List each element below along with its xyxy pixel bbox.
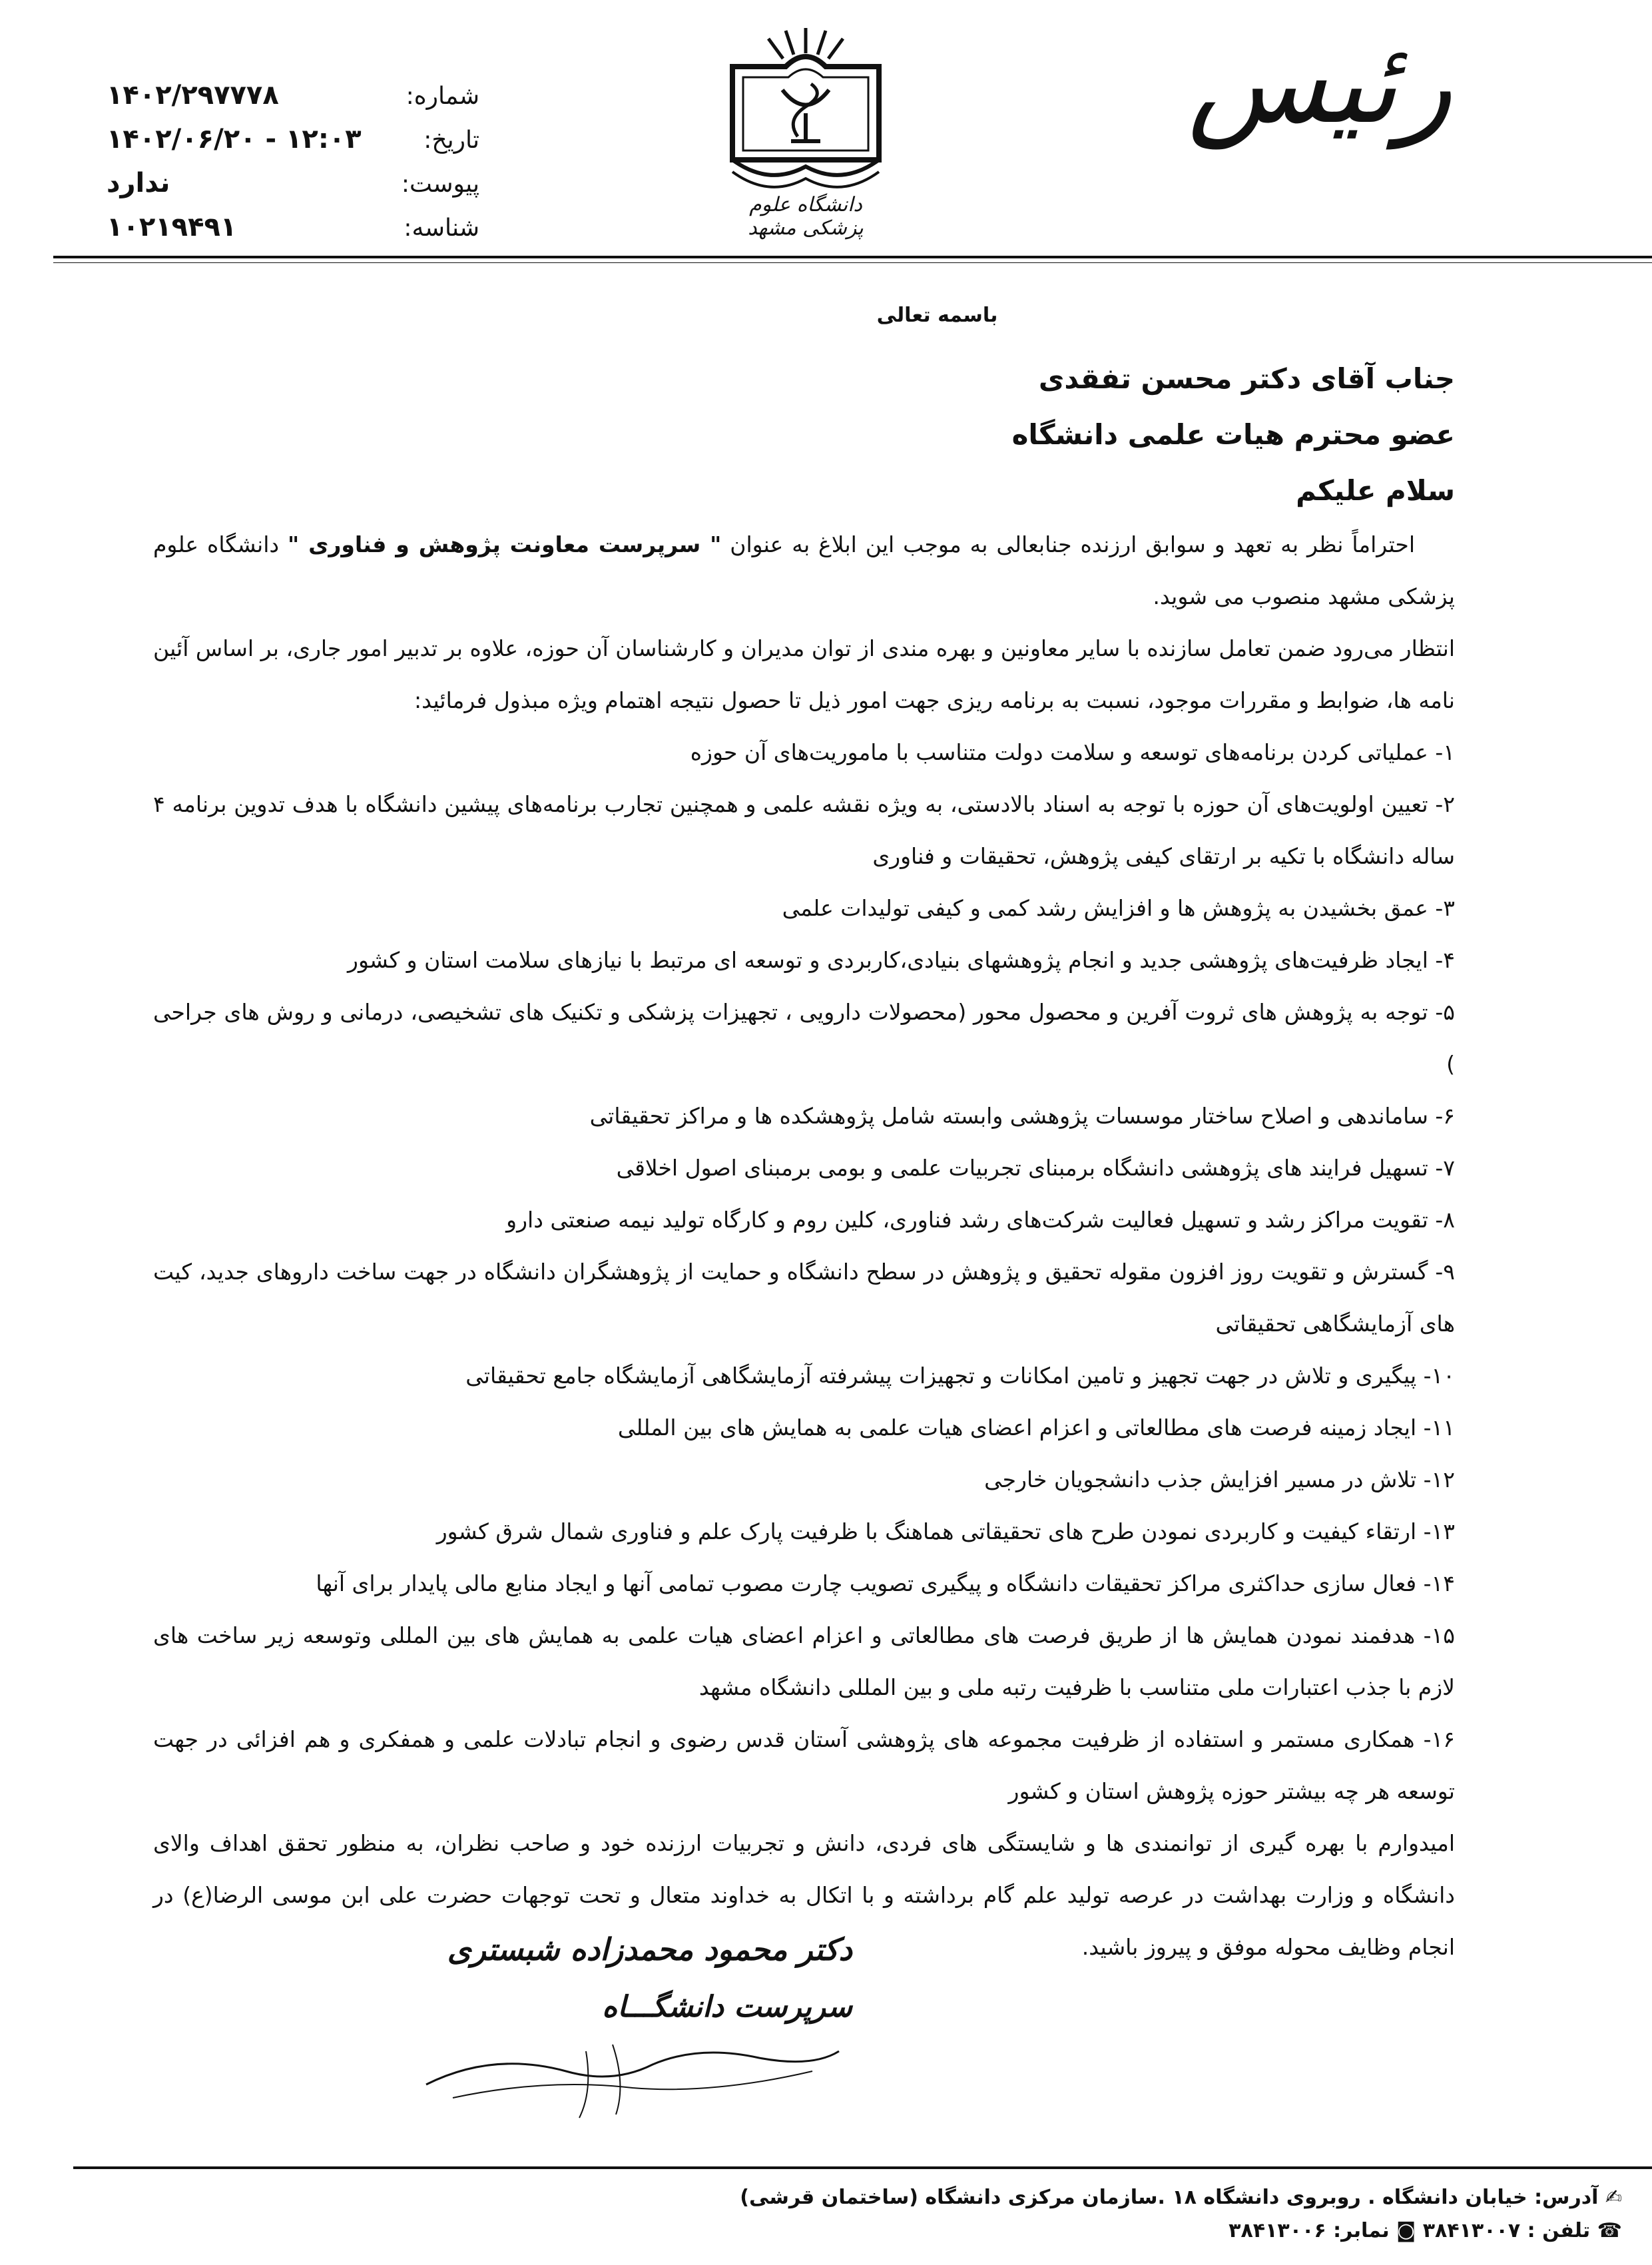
phone-value: ۳۸۴۱۳۰۰۷ [1422,2219,1521,2242]
number-value: ۱۴۰۲/۲۹۷۷۷۸ [107,80,279,111]
bismillah: باسمه تعالی [876,304,998,327]
header-divider-thin [53,262,1652,263]
number-label: شماره: [406,83,479,110]
list-item: ۱۱- ایجاد زمینه فرصت های مطالعاتی و اعزام اعضای هیات علمی به همایش های بین المللی [617,1415,1455,1441]
addressee-name: جناب آقای دکتر محسن تفقدی [1038,362,1455,395]
intro-text-a: احتراماً نظر به تعهد و سوابق ارزنده جنابعالی به موجب این ابلاغ به عنوان [730,531,1416,557]
address-label: آدرس: [1534,2186,1599,2209]
logo-caption: دانشگاه علوم پزشکی مشهد [748,193,864,240]
header-divider [53,256,1652,258]
letter-metadata [107,80,479,256]
letter-body [153,293,1455,1973]
appointment-title: " سرپرست معاونت پژوهش و فناوری " [288,531,722,557]
attachment-row [107,168,479,212]
footer-contact-line [73,2214,1622,2248]
list-item: ۱۳- ارتقاء کیفیت و کاربردی نمودن طرح های تحقیقاتی هماهنگ با ظرفیت پارک علم و فناوری شمال شرق کشور [436,1518,1455,1544]
pen-icon: ✍ [1605,2186,1622,2209]
list-item: ۱۵- هدفمند نمودن همایش ها از طریق فرصت های مطالعاتی و اعزام اعضای هیات علمی به همایش های بین المللی وتوسعه زیر ساخت های لازم با جذب اعتبارات ملی متناسب با ظرفیت رتبه ملی و بین المللی دانشگاه مشهد [153,1622,1455,1700]
date-value: ۱۴۰۲/۰۶/۲۰ - ۱۲:۰۳ [107,124,362,155]
list-item: ۱۲- تلاش در مسیر افزایش جذب دانشجویان خارجی [984,1466,1455,1492]
list-item: ۱۰- پیگیری و تلاش در جهت تجهیز و تامین امکانات و تجهیزات پیشرفته آزمایشگاهی آزمایشگاه جامع تحقیقاتی [465,1363,1455,1389]
address-text: خیابان دانشگاه . روبروی دانشگاه ۱۸ .سازمان مرکزی دانشگاه (ساختمان قرشی) [740,2186,1527,2209]
signatory-name: دکتر محمود محمدزاده شبستری [447,1931,852,1967]
greeting: سلام علیکم [1296,474,1455,507]
signatory-title: سرپرست دانشگـــاه [602,1990,852,2024]
date-row [107,124,479,168]
list-item: ۶- ساماندهی و اصلاح ساختار موسسات پژوهشی وابسته شامل پژوهشکده ها و مراکز تحقیقاتی [589,1103,1455,1129]
list-item: ۱۴- فعال سازی حداکثری مراکز تحقیقات دانشگاه و پیگیری تصویب چارت مصوب تمامی آنها و ایجاد منابع مالی پایدار برای آنها [316,1570,1455,1596]
list-item: ۱۶- همکاری مستمر و استفاده از ظرفیت مجموعه های پژوهشی آستان قدس رضوی و انجام تبادلات علمی و همفکری و هم افزائی در جهت توسعه هر چه بیشتر حوزه پژوهش استان و کشور [153,1726,1455,1804]
phone-icon: ☎ [1597,2219,1622,2242]
list-item: ۱- عملیاتی کردن برنامه‌های توسعه و سلامت دولت متناسب با ماموریت‌های آن حوزه [690,739,1455,765]
intro-text-b: دانشگاه علوم پزشکی مشهد منصوب می شوید. [153,531,1455,609]
date-label: تاریخ: [423,127,479,154]
attachment-label: پیوست: [401,170,479,198]
list-item: ۹- گسترش و تقویت روز افزون مقوله تحقیق و پژوهش در سطح دانشگاه و حمایت از پژوهشگران دانشگاه در جهت ساخت داروهای جدید، کیت های آزمایشگاهی تحقیقاتی [153,1259,1455,1337]
intro-paragraph [153,519,1455,623]
closing-paragraph: امیدوارم با بهره گیری از توانمندی ها و شایستگی های فردی، دانش و تجربیات ارزنده خود و صاحب نظران، به منظور تحقق اهداف والای دانشگاه و وزارت بهداشت در عرصه تولید علم گام برداشته و با اتکال به خداوند متعال و تحت توجهات حضرت علی ابن موسی الرضا(ع) در انجام وظایف محوله موفق و پیروز باشید. [153,1830,1455,1960]
id-value: ۱۰۲۱۹۴۹۱ [107,212,237,242]
fax-label: نمابر: [1333,2219,1390,2242]
phone-label: تلفن : [1527,2219,1591,2242]
footer-divider [73,2166,1652,2169]
expectation-paragraph: انتظار می‌رود ضمن تعامل سازنده با سایر معاونین و بهره مندی از توان مدیران و کارشناسان آن حوزه، علاوه بر تدبیر امور جاری، بر اساس آئین نامه ها، ضوابط و مقررات موجود، نسبت به برنامه ریزی جهت امور ذیل تا حصول نتیجه اهتمام ویژه مبذول فرمائید: [153,635,1455,713]
list-item: ۵- توجه به پژوهش های ثروت آفرین و محصول محور (محصولات دارویی ، تجهیزات پزشکی و تکنیک های تشخیصی، درمانی و روش های جراحی ) [153,999,1455,1077]
footer-address-line [73,2181,1622,2214]
id-row [107,212,479,256]
id-label: شناسه: [404,214,479,242]
list-item: ۲- تعیین اولویت‌های آن حوزه با توجه به اسناد بالادستی، به ویژه نقشه علمی و همچنین تجارب برنامه‌های پیشین دانشگاه با هدف تدوین برنامه ۴ ساله دانشگاه با تکیه بر ارتقای کیفی پژوهش، تحقیقات و فناوری [153,791,1455,869]
fax-value: ۳۸۴۱۳۰۰۶ [1229,2219,1326,2242]
office-title: رئیس [1187,17,1452,149]
attachment-value: ندارد [107,168,170,198]
number-row [107,80,479,124]
list-item: ۷- تسهیل فرایند های پژوهشی دانشگاه برمبنای تجربیات علمی و بومی برمبنای اصول اخلاقی [616,1155,1455,1181]
list-item: ۴- ایجاد ظرفیت‌های پژوهشی جدید و انجام پژوهشهای بنیادی،کاربردی و توسعه ای مرتبط با نیازهای سلامت استان و کشور [348,947,1455,973]
letter-footer [73,2181,1622,2248]
handwritten-signature-icon [413,2025,846,2124]
signature-block [386,1931,852,2024]
addressee-position: عضو محترم هیات علمی دانشگاه [1011,418,1455,451]
fax-icon: ◙ [1396,2219,1416,2242]
list-item: ۳- عمق بخشیدن به پژوهش ها و افزایش رشد کمی و کیفی تولیدات علمی [782,895,1455,921]
list-item: ۸- تقویت مراکز رشد و تسهیل فعالیت شرکت‌های رشد فناوری، کلین روم و کارگاه تولید نیمه صنعتی دارو [506,1207,1455,1233]
